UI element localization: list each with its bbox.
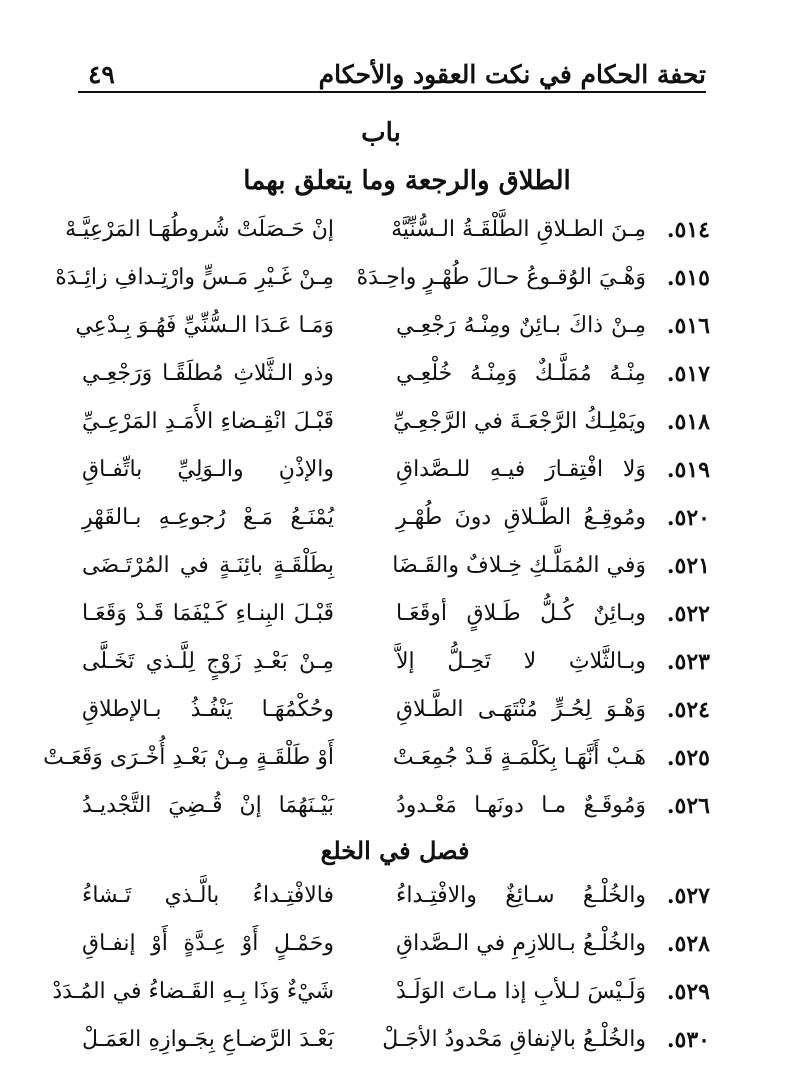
verse-second-hemistich: وذو الـثَّلاثِ مُطلَقًـا وَرَجْعِـي [82, 361, 334, 386]
verse-second-hemistich: وَمَـا عَـدَا الـسُّنِّيِّ فَهُـوَ بِـدْعِي [75, 313, 334, 338]
verse-line [70, 505, 710, 549]
verse-second-hemistich: فالافْتِـداءُ بالَّـذي تَـشاءُ [82, 883, 334, 908]
verse-first-hemistich: والخُلْـعُ بـاللازِمِ في الـصَّداقِ [396, 931, 646, 956]
verse-first-hemistich: والخُلْـعُ سـائِغٌ والافْتِـداءُ [396, 883, 646, 908]
chapter-title: الطلاق والرجعة وما يتعلق بهما [243, 166, 571, 196]
verse-number: ٥٢٣. [666, 649, 710, 675]
verse-number: ٥٢١. [666, 553, 710, 579]
verse-number: ٥١٩. [666, 457, 710, 483]
verse-first-hemistich: ومُوقِـعُ الطَّـلاقِ دونَ طُهْـرِ [396, 505, 646, 530]
verse-first-hemistich: وَمُوقَـعٌ مـا دونَهـا مَعْـدودُ [396, 793, 646, 818]
verse-first-hemistich: وَهْـيَ الوُقـوعُ حـالَ طُهْـرٍ واحِـدَهْ [356, 265, 646, 290]
verse-first-hemistich: وبـائِنٌ كُـلُّ طَـلاقٍ أوقَعَـا [396, 601, 646, 626]
verse-first-hemistich: مِـنَ الطـلاقِ الطَّلْقَـةُ الـسُّنِّيَّهْ [391, 217, 646, 242]
verse-line [52, 979, 710, 1023]
section-heading: فصل في الخلع [320, 836, 470, 865]
verse-first-hemistich: مِـنْ ذاكَ بـائِنٌ ومِنْـهُ رَجْعِـي [396, 313, 646, 338]
book-title: تحفة الحكام في نكت العقود والأحكام [318, 60, 706, 89]
verse-number: ٥١٧. [666, 361, 710, 387]
verse-first-hemistich: وَفي المُمَلَّـكِ خِـلافٌ والقَـضَا [392, 553, 646, 578]
header-rule [78, 91, 706, 93]
verse-line [43, 745, 710, 789]
verse-line [70, 697, 710, 741]
verse-second-hemistich: أَوْ طَلْقَـةٍ مِـنْ بَعْـدِ أُخْـرَى وَقَعَـتْ [43, 745, 334, 770]
verse-line [70, 883, 710, 927]
verse-line [70, 409, 710, 453]
verse-number: ٥٢٥. [666, 745, 710, 771]
verse-second-hemistich: بَعْـدَ الرَّضـاعِ بِجَـوازِهِ العَمَـلْ [82, 1027, 334, 1052]
running-header [78, 52, 706, 92]
verse-number: ٥٢٩. [666, 979, 710, 1005]
verse-number: ٥٢٨. [666, 931, 710, 957]
verse-second-hemistich: مِـنْ بَعْـدِ زَوْجٍ لِلَّـذي تَخَـلَّى [82, 649, 334, 674]
verse-second-hemistich: مِـنْ غَـيْرِ مَـسٍّ وارْتِـدافِ زائِـدَهْ [55, 265, 334, 290]
verse-first-hemistich: وَلَـيْسَ لـلأبِ إذا مـاتَ الوَلَـدْ [396, 979, 646, 1004]
verse-number: ٥١٤. [666, 217, 710, 243]
verse-line [55, 265, 710, 309]
verse-line [70, 931, 710, 975]
verse-line [70, 313, 710, 357]
verse-first-hemistich: ويَمْلِـكُ الرَّجْعَـةَ في الرَّجْعِـيِّ [393, 409, 646, 434]
verse-line [70, 457, 710, 501]
verse-line [70, 1027, 710, 1071]
verse-second-hemistich: والإذْنِ والـوَلِيِّ باتِّفـاقِ [82, 457, 334, 482]
verse-second-hemistich: قَبْـلَ البِنـاءِ كَـيْفَمَا قَـدْ وَقَعَـا [82, 601, 334, 626]
verse-second-hemistich: يُمْنَـعُ مَـعْ رُجوعِـهِ بـالقَهْرِ [82, 505, 334, 530]
verse-number: ٥٢٦. [666, 793, 710, 819]
verse-first-hemistich: والخُلْـعُ بالإنفاقِ مَحْدودُ الأجَـلْ [382, 1027, 646, 1052]
verse-second-hemistich: قَبْـلَ انْقِـضاءِ الأَمَـدِ المَرْعِـيِّ [82, 409, 334, 434]
verse-second-hemistich: شَيْءٌ وَذَا بِـهِ القَـضاءُ في المُـدَدْ [52, 979, 334, 1004]
verse-number: ٥٢٤. [666, 697, 710, 723]
chapter-label: باب [361, 118, 401, 148]
verse-second-hemistich: وحَمْـلٍ أَوْ عِـدَّةٍ أَوْ إنفـاقِ [82, 931, 334, 956]
verse-first-hemistich: مِنْـهُ مُمَلَّـكٌ وَمِنْـهُ خُلْعِـي [396, 361, 646, 386]
verse-number: ٥٢٢. [666, 601, 710, 627]
verse-second-hemistich: إنْ حَـصَلَتْ شُروطُهَـا المَرْعِيَّـهْ [65, 217, 334, 242]
verse-second-hemistich: وحُكْمُهَـا يَنْفُـذُ بـالإطلاقِ [82, 697, 334, 722]
verse-line [70, 553, 710, 597]
page-number: ٤٩ [88, 60, 115, 89]
verse-first-hemistich: وبـالثَّلاثِ لا تَحِـلُّ إلاَّ [396, 649, 646, 674]
verse-line [65, 217, 710, 261]
verse-line [70, 361, 710, 405]
verse-number: ٥١٨. [666, 409, 710, 435]
verse-second-hemistich: بَيْـنَهُمَا إنْ قُـضِيَ التَّجْديـدُ [82, 793, 334, 818]
verse-first-hemistich: وَهْـوَ لِحُـرٍّ مُنْتَهَـى الطَّـلاقِ [396, 697, 646, 722]
verse-number: ٥٣٠. [666, 1027, 710, 1053]
verse-line [70, 649, 710, 693]
verse-number: ٥١٦. [666, 313, 710, 339]
verse-line [70, 793, 710, 837]
verse-number: ٥٢٧. [666, 883, 710, 909]
verse-first-hemistich: وَلا افْتِقـارَ فيـهِ للـصَّداقِ [396, 457, 646, 482]
verse-number: ٥٢٠. [666, 505, 710, 531]
verse-first-hemistich: هَـبْ أَنَّهَـا بِكَلْمَـةٍ قَـدْ جُمِعَـتْ [392, 745, 646, 770]
verse-number: ٥١٥. [666, 265, 710, 291]
verse-second-hemistich: بِطَلْقَـةٍ بائِنَـةٍ في المُرْتَـضَى [82, 553, 334, 578]
verse-line [70, 601, 710, 645]
